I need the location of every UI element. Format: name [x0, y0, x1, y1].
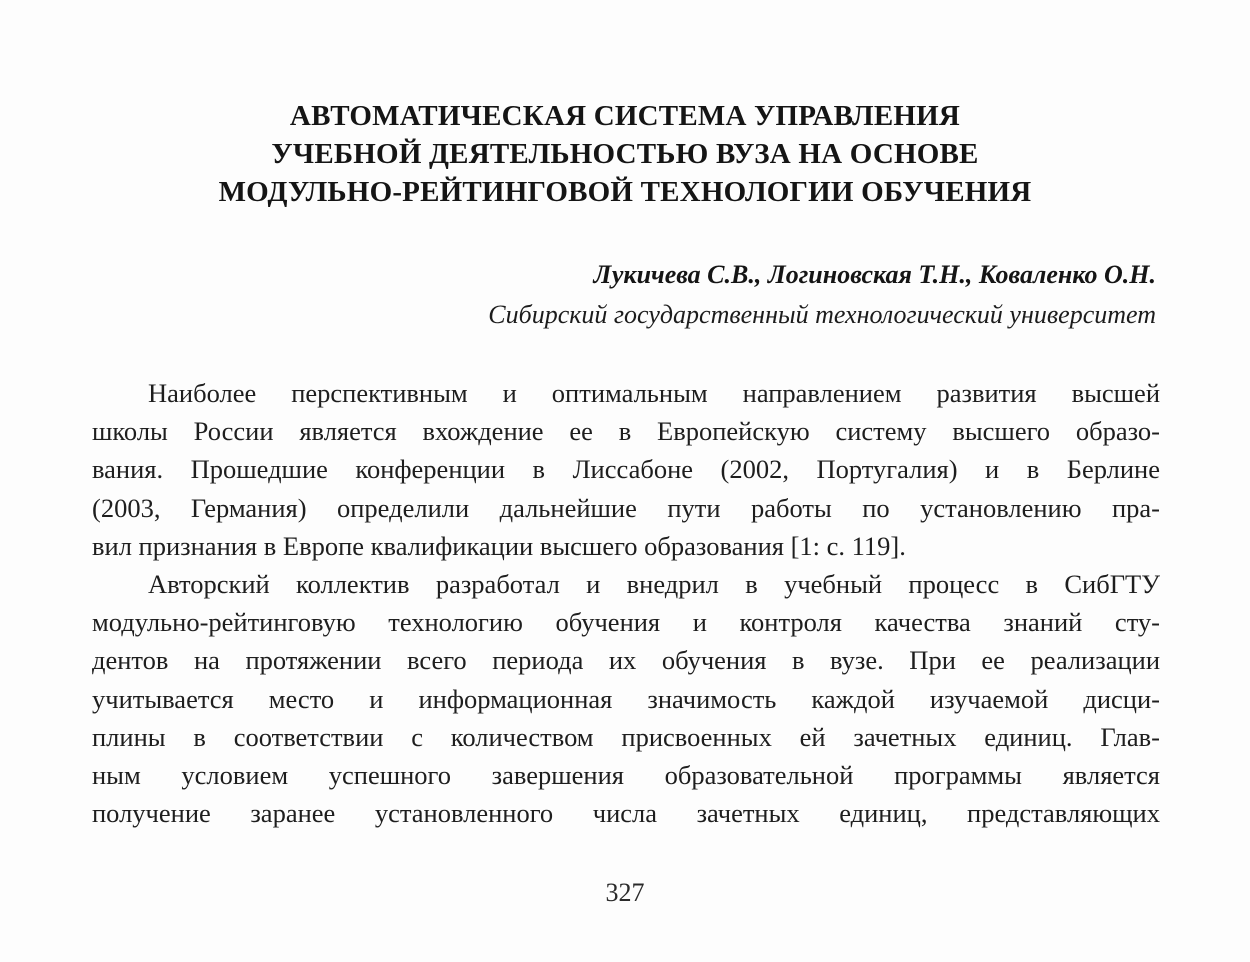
- text-line: ным условием успешного завершения образовательной программы является: [92, 760, 1160, 791]
- page-number: 327: [605, 878, 645, 907]
- text-line: Наиболее перспективным и оптимальным направлением развития высшей: [148, 378, 1160, 408]
- title-line: МОДУЛЬНО-РЕЙТИНГОВОЙ ТЕХНОЛОГИИ ОБУЧЕНИЯ: [218, 176, 1032, 208]
- title-line: УЧЕБНОЙ ДЕЯТЕЛЬНОСТЬЮ ВУЗА НА ОСНОВЕ: [271, 138, 979, 170]
- text-line: плины в соответствии с количеством присвоенных ей зачетных единиц. Глав-: [92, 721, 1160, 752]
- paragraph-1: [92, 374, 1160, 565]
- text-line: школы России является вхождение ее в Европейскую систему высшего образо-: [92, 416, 1160, 447]
- text-line: получение заранее установленного числа зачетных единиц, представляющих: [92, 798, 1160, 829]
- text-line: Авторский коллектив разработал и внедрил в учебный процесс в СибГТУ: [148, 569, 1160, 600]
- text-line: вания. Прошедшие конференции в Лиссабоне (2002, Португалия) и в Берлине: [92, 454, 1160, 485]
- text-line: вил признания в Европе квалификации высшего образования [1: с. 119].: [92, 530, 906, 561]
- authors: Лукичева С.В., Логиновская Т.Н., Коваленко О.Н.: [593, 260, 1156, 289]
- text-line: (2003, Германия) определили дальнейшие пути работы по установлению пра-: [92, 492, 1160, 523]
- article-body: [92, 374, 1160, 832]
- article-title: [0, 97, 1250, 211]
- text-line: учитывается место и информационная значимость каждой изучаемой дисци-: [92, 683, 1160, 714]
- text-line: дентов на протяжении всего периода их обучения в вузе. При ее реализации: [92, 645, 1160, 676]
- paragraph-2: [92, 565, 1160, 832]
- affiliation: Сибирский государственный технологический университет: [488, 300, 1156, 329]
- title-line: АВТОМАТИЧЕСКАЯ СИСТЕМА УПРАВЛЕНИЯ: [289, 100, 961, 132]
- text-line: модульно-рейтинговую технологию обучения и контроля качества знаний сту-: [92, 607, 1160, 638]
